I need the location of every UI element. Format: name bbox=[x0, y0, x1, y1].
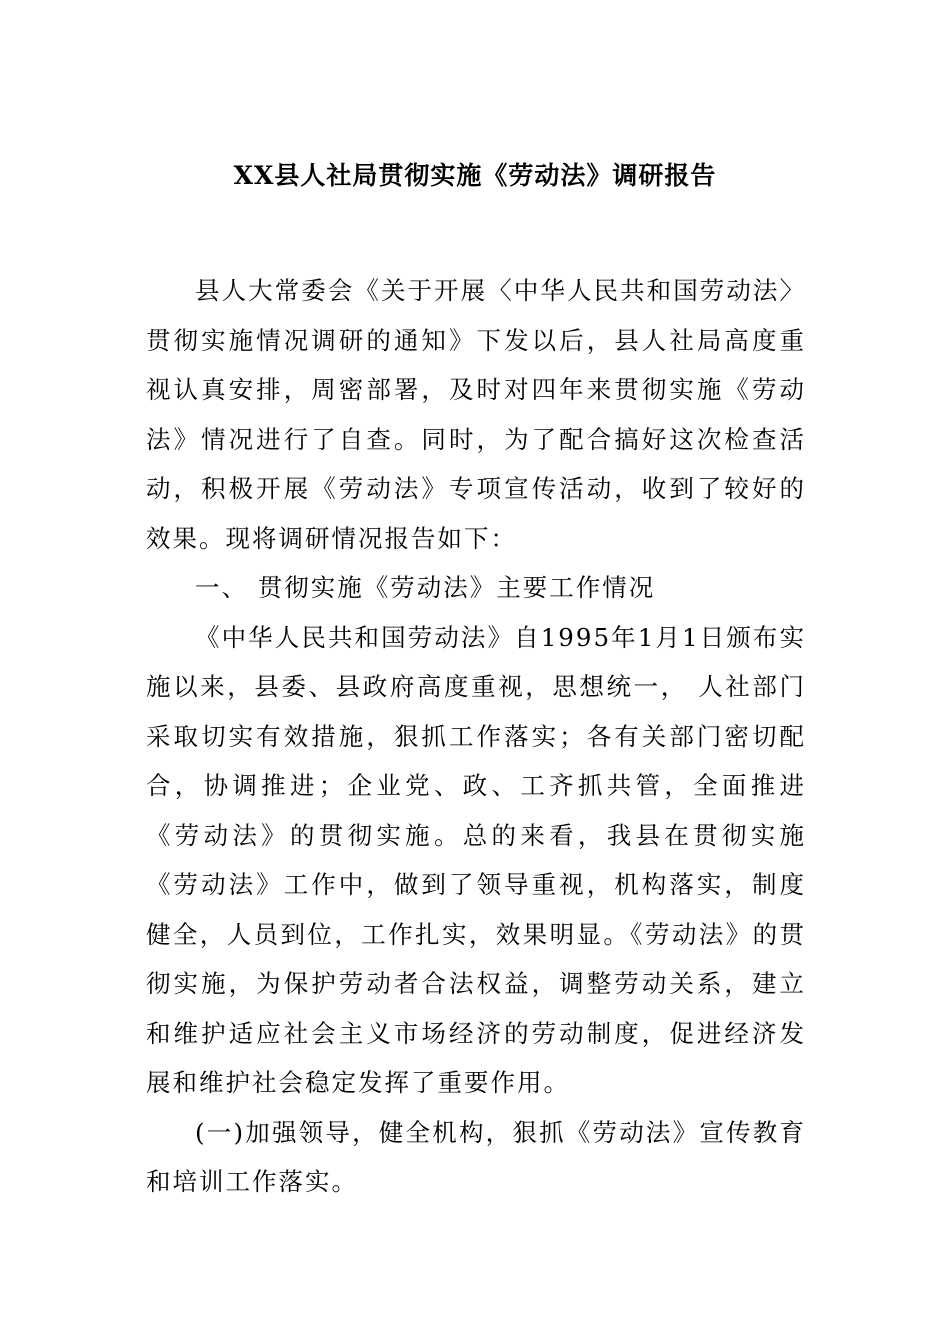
subsection-heading-1: (一)加强领导，健全机构，狠抓《劳动法》宣传教育和培训工作落实。 bbox=[146, 1117, 806, 1196]
document-body bbox=[146, 266, 806, 1207]
section-1-paragraph: 《中华人民共和国劳动法》自1995年1月1日颁布实施以来，县委、县政府高度重视，思想统一， 人社部门采取切实有效措施，狠抓工作落实；各有关部门密切配合，协调推进；企业党、政、工齐抓共管，全面推进《劳动法》的贯彻实施。总的来看，我县在贯彻实施《劳动法》工作中，做到了领导重视，机构落实，制度健全，人员到位，工作扎实，效果明显。《劳动法》的贯彻实施，为保护劳动者合法权益，调整劳动关系，建立和维护适应社会主义市场经济的劳动制度，促进经济发展和维护社会稳定发挥了重要作用。 bbox=[146, 622, 806, 1097]
section-heading-1: 一、 贯彻实施《劳动法》主要工作情况 bbox=[195, 573, 656, 602]
intro-paragraph: 县人大常委会《关于开展〈中华人民共和国劳动法〉贯彻实施情况调研的通知》下发以后，县人社局高度重视认真安排，周密部署，及时对四年来贯彻实施《劳动法》情况进行了自查。同时，为了配合搞好这次检查活动，积极开展《劳动法》专项宣传活动，收到了较好的效果。现将调研情况报告如下： bbox=[146, 276, 806, 553]
document-title: XX县人社局贯彻实施《劳动法》调研报告 bbox=[233, 161, 717, 190]
